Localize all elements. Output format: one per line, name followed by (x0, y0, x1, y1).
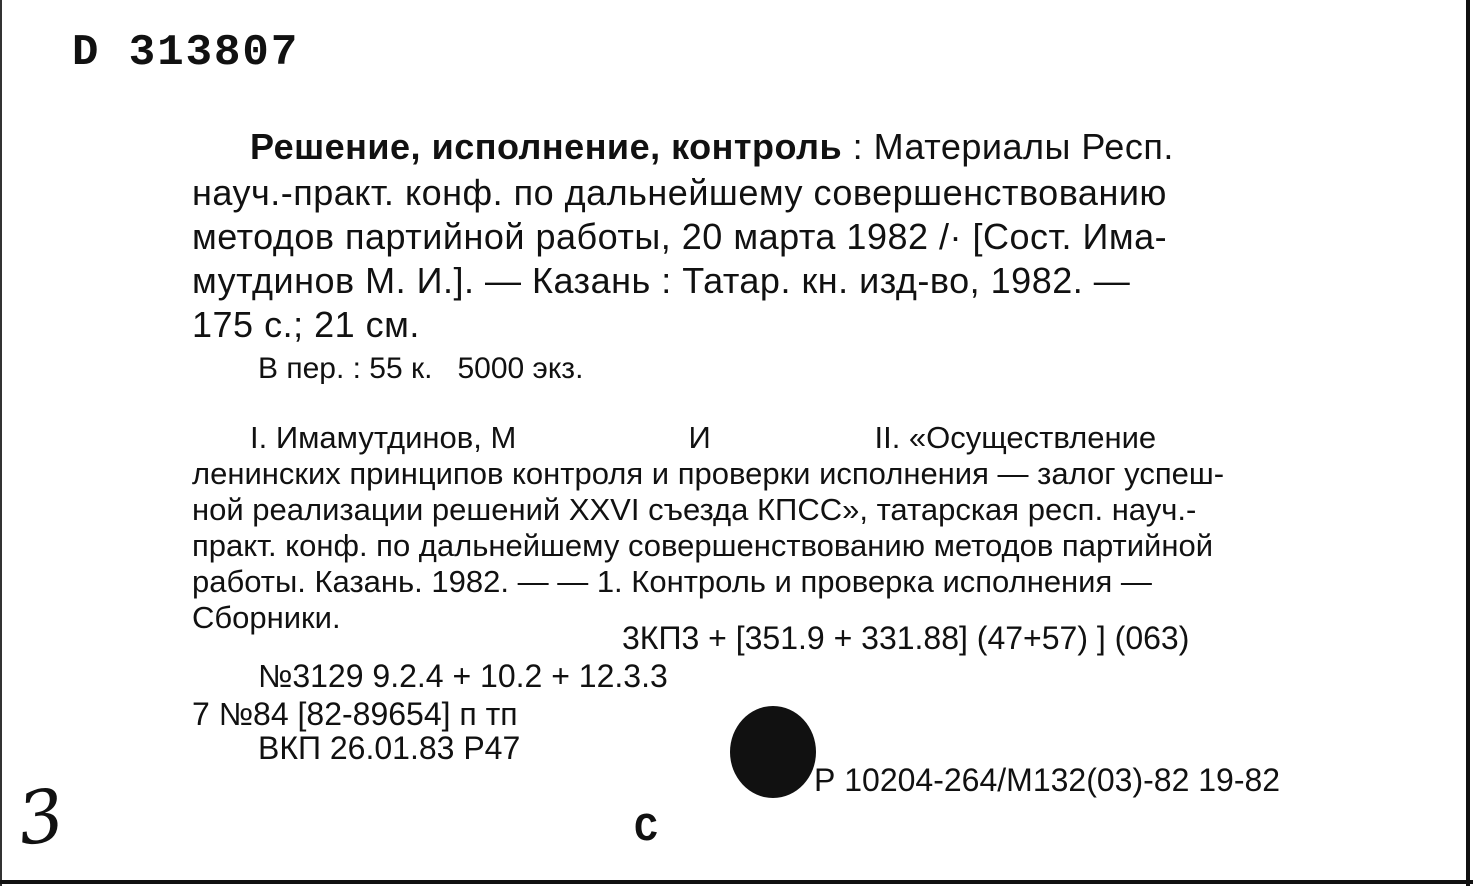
annotation-line-5: работы. Казань. 1982. — — 1. Контроль и проверка исполнения — (192, 564, 1152, 599)
call-number: D 313807 (72, 28, 300, 78)
footer-letter: С (634, 808, 659, 853)
title-line (250, 126, 1174, 168)
order-line: 7 №84 [82-89654] п тп (192, 696, 518, 732)
annotation-line-3: ной реализации решений XXVI съезда КПСС», татарская респ. науч.- (192, 492, 1197, 527)
price-line: В пер. : 55 к. 5000 экз. (258, 352, 584, 385)
index-line: №3129 9.2.4 + 10.2 + 12.3.3 (258, 658, 668, 694)
card-border-right (1466, 0, 1470, 886)
annotation-line-6: Сборники. (192, 600, 341, 635)
book-title: Решение, исполнение, контроль (250, 126, 843, 167)
description-line-5: 175 с.; 21 см. (192, 304, 420, 345)
description-line-2: науч.-практ. конф. по дальнейшему совершенствованию (192, 172, 1167, 213)
catalog-code: Р 10204-264/М132(03)-82 19-82 (814, 762, 1281, 798)
annotation-line-1: I. Имамутдинов, М И II. «Осуществление (250, 420, 1157, 455)
punch-hole (730, 706, 816, 798)
classification-code: 3КП3 + [351.9 + 331.88] (47+57) ] (063) (622, 620, 1190, 656)
description-line-3: методов партийной работы, 20 марта 1982 /· [Сост. Има- (192, 216, 1168, 257)
handwritten-mark: 3 (12, 772, 70, 862)
description-line-4: мутдинов М. И.]. — Казань : Татар. кн. изд-во, 1982. — (192, 260, 1131, 301)
description-line-1: : Материалы Респ. (852, 126, 1174, 167)
annotation-line-2: ленинских принципов контроля и проверки исполнения — залог успеш- (192, 456, 1225, 491)
card-border-bottom (0, 880, 1473, 884)
vkp-line: ВКП 26.01.83 Р47 (258, 730, 521, 766)
card-border-left (0, 0, 2, 886)
annotation-line-4: практ. конф. по дальнейшему совершенствованию методов партийной (192, 528, 1214, 563)
